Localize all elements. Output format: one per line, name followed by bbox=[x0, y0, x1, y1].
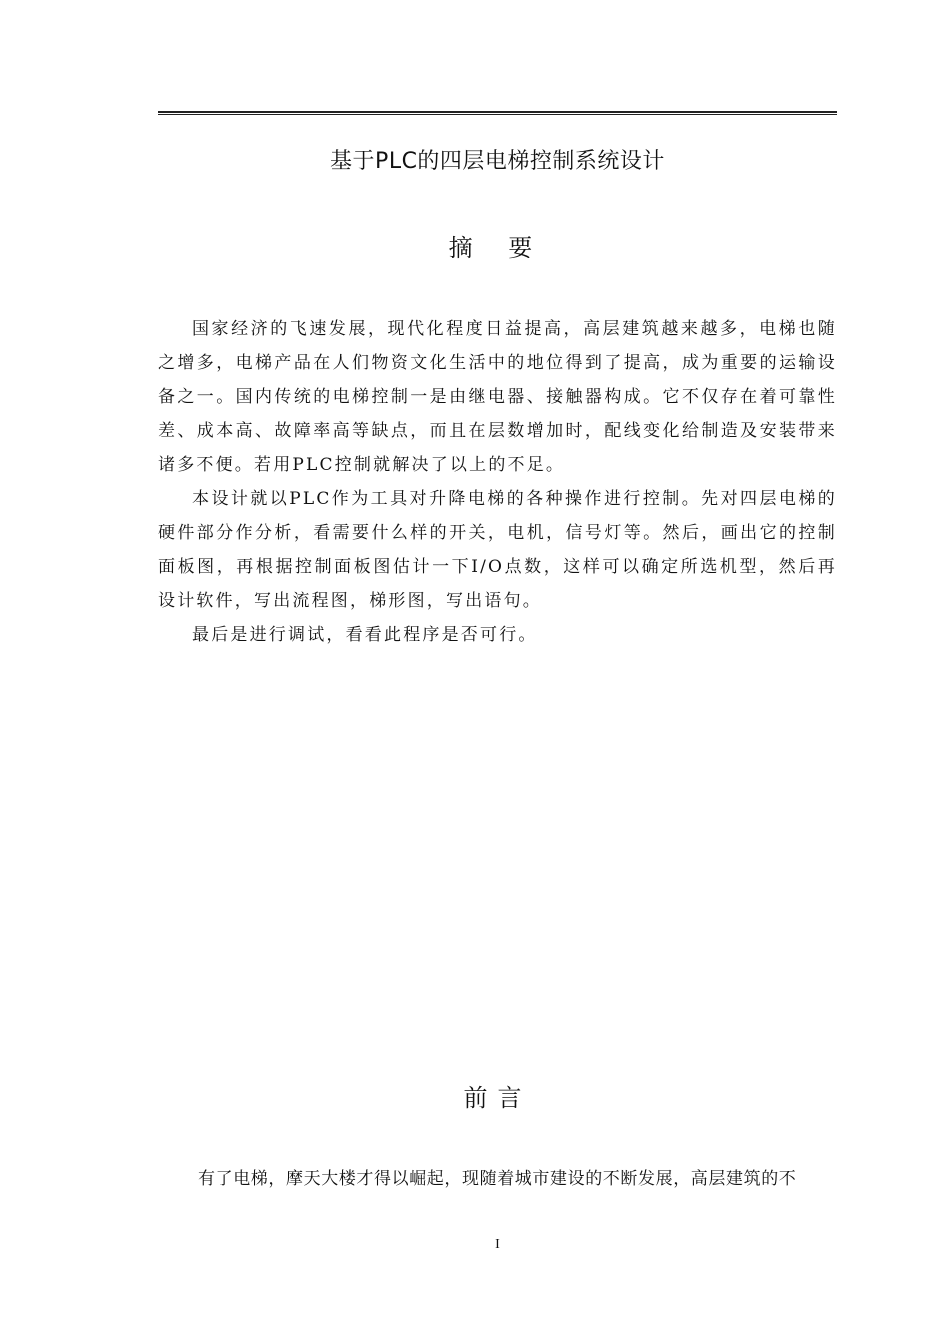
abstract-heading: 摘 要 bbox=[448, 234, 547, 262]
abstract-paragraph-2: 本设计就以PLC作为工具对升降电梯的各种操作进行控制。先对四层电梯的硬件部分作分析，看需要什么样的开关，电机，信号灯等。然后，画出它的控制面板图，再根据控制面板图估计一下I/O点数，这样可以确定所选机型，然后再设计软件，写出流程图，梯形图，写出语句。 bbox=[158, 489, 837, 611]
preface-heading: 前言 bbox=[463, 1084, 532, 1112]
preface-body bbox=[158, 1162, 837, 1196]
abstract-paragraph-3: 最后是进行调试，看看此程序是否可行。 bbox=[192, 625, 538, 645]
document-title: 基于PLC的四层电梯控制系统设计 bbox=[330, 149, 665, 174]
preface-paragraph-1: 有了电梯，摩天大楼才得以崛起，现随着城市建设的不断发展，高层建筑的不 bbox=[198, 1169, 797, 1189]
header-rule bbox=[158, 111, 837, 115]
abstract-paragraph-1: 国家经济的飞速发展，现代化程度日益提高，高层建筑越来越多，电梯也随之增多，电梯产品在人们物资文化生活中的地位得到了提高，成为重要的运输设备之一。国内传统的电梯控制一是由继电器、接触器构成。它不仅存在着可靠性差、成本高、故障率高等缺点，而且在层数增加时，配线变化给制造及安装带来诸多不便。若用PLC控制就解决了以上的不足。 bbox=[158, 319, 837, 475]
abstract-body bbox=[158, 312, 837, 652]
page-number: I bbox=[495, 1237, 500, 1252]
